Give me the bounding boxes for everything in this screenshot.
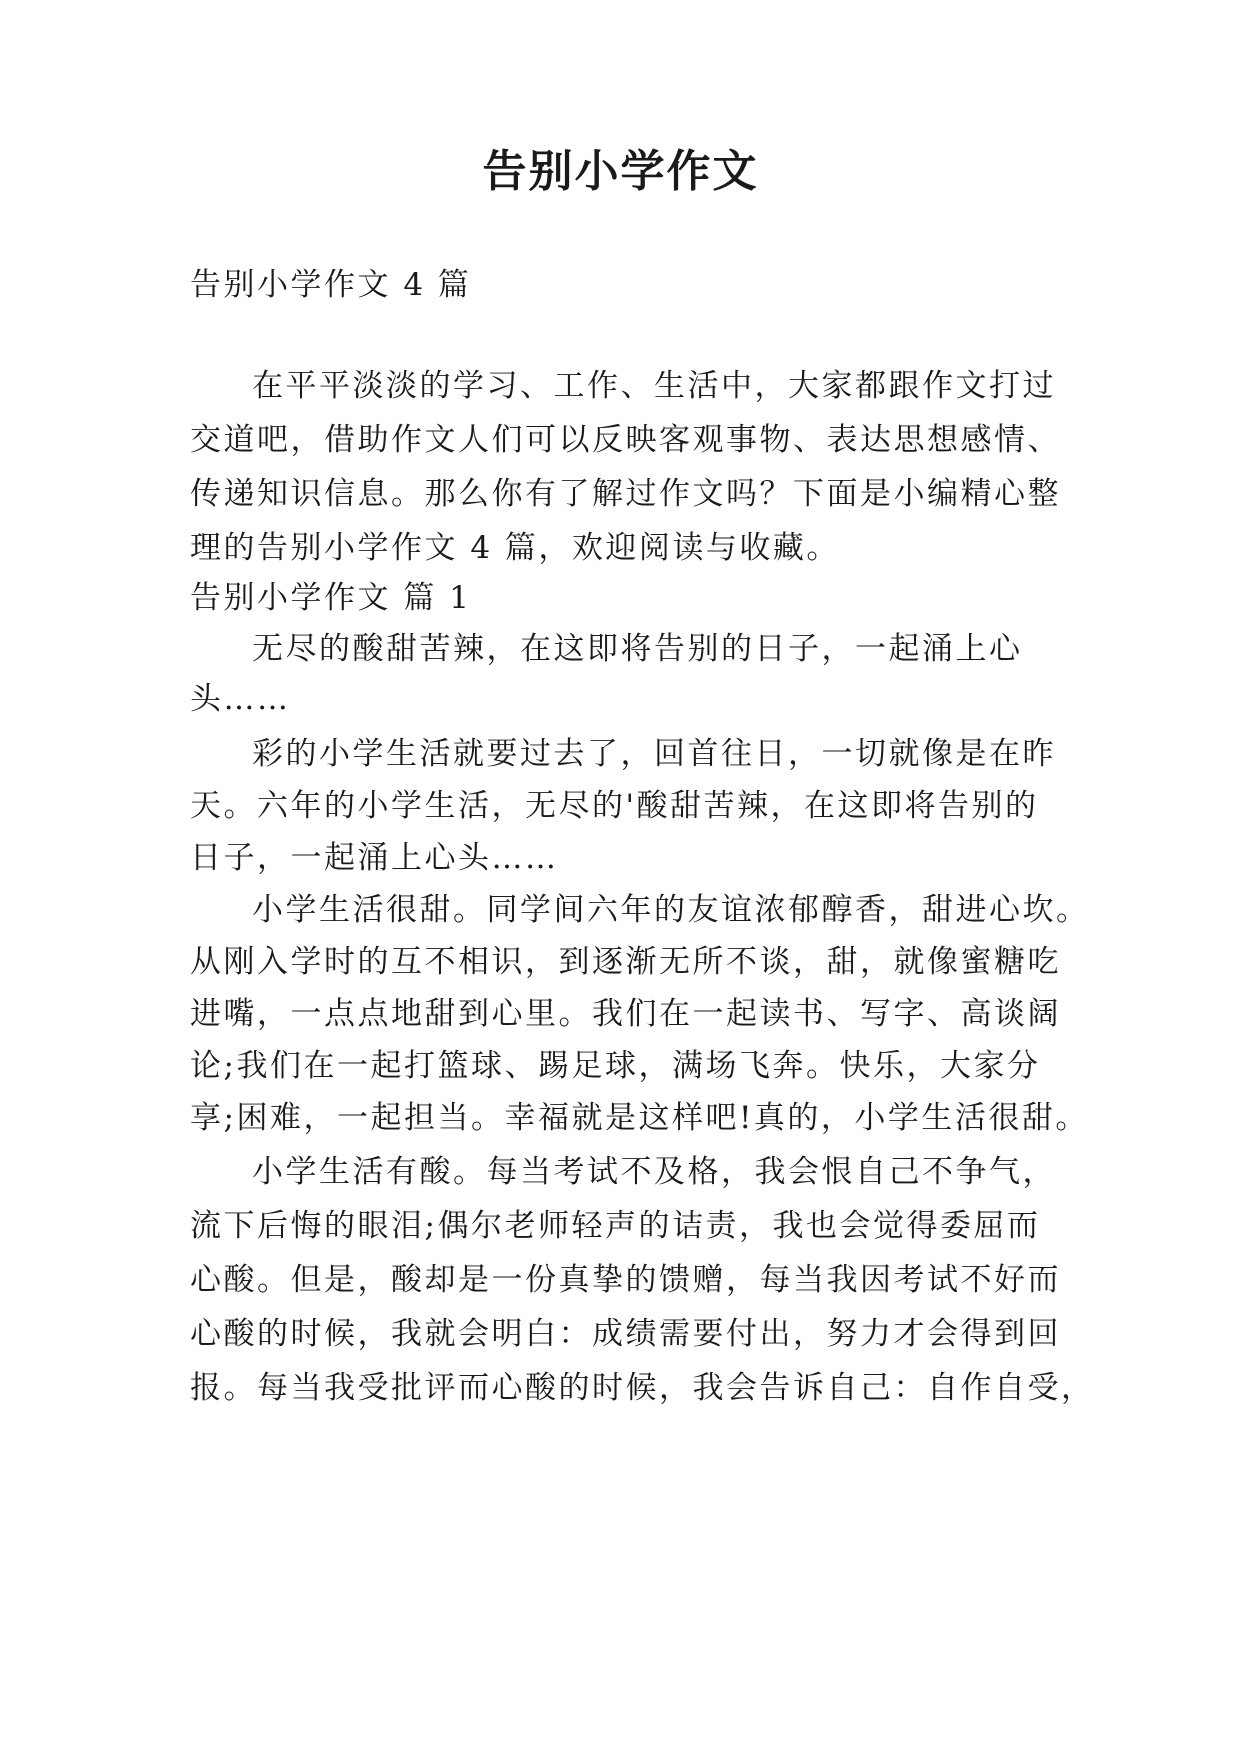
document-title: 告别小学作文 xyxy=(482,146,759,197)
intro-line-3: 传递知识信息。那么你有了解过作文吗？下面是小编精心整 xyxy=(190,476,1061,512)
intro-line-2: 交道吧，借助作文人们可以反映客观事物、表达思想感情、 xyxy=(190,422,1061,458)
paragraph-line: 流下后悔的眼泪;偶尔老师轻声的诘责，我也会觉得委屈而 xyxy=(190,1208,1041,1244)
paragraph-line: 彩的小学生活就要过去了，回首往日，一切就像是在昨 xyxy=(252,736,1056,772)
paragraph-line: 小学生活很甜。同学间六年的友谊浓郁醇香，甜进心坎。 xyxy=(252,892,1090,928)
document-subtitle: 告别小学作文 4 篇 xyxy=(190,267,472,303)
paragraph-line: 享;困难，一起担当。幸福就是这样吧!真的，小学生活很甜。 xyxy=(190,1100,1089,1136)
paragraph-line: 论;我们在一起打篮球、踢足球，满场飞奔。快乐，大家分 xyxy=(190,1048,1041,1084)
paragraph-line: 小学生活有酸。每当考试不及格，我会恨自己不争气， xyxy=(252,1154,1056,1190)
paragraph-line: 头…… xyxy=(190,681,291,717)
intro-line-4: 理的告别小学作文 4 篇，欢迎阅读与收藏。 xyxy=(190,530,840,566)
paragraph-line: 报。每当我受批评而心酸的时候，我会告诉自己：自作自受， xyxy=(190,1370,1095,1406)
paragraph-line: 从刚入学时的互不相识，到逐渐无所不谈，甜，就像蜜糖吃 xyxy=(190,944,1061,980)
paragraph-line: 日子，一起涌上心头…… xyxy=(190,840,559,876)
paragraph-line: 心酸。但是，酸却是一份真挚的馈赠，每当我因考试不好而 xyxy=(190,1262,1061,1298)
intro-line-1: 在平平淡淡的学习、工作、生活中，大家都跟作文打过 xyxy=(252,368,1056,404)
paragraph-line: 进嘴，一点点地甜到心里。我们在一起读书、写字、高谈阔 xyxy=(190,996,1061,1032)
paragraph-line: 心酸的时候，我就会明白：成绩需要付出，努力才会得到回 xyxy=(190,1316,1061,1352)
section-heading-1: 告别小学作文 篇 1 xyxy=(190,580,472,616)
paragraph-line: 天。六年的小学生活，无尽的'酸甜苦辣，在这即将告别的 xyxy=(190,788,1039,824)
paragraph-line: 无尽的酸甜苦辣，在这即将告别的日子，一起涌上心 xyxy=(252,631,1023,667)
